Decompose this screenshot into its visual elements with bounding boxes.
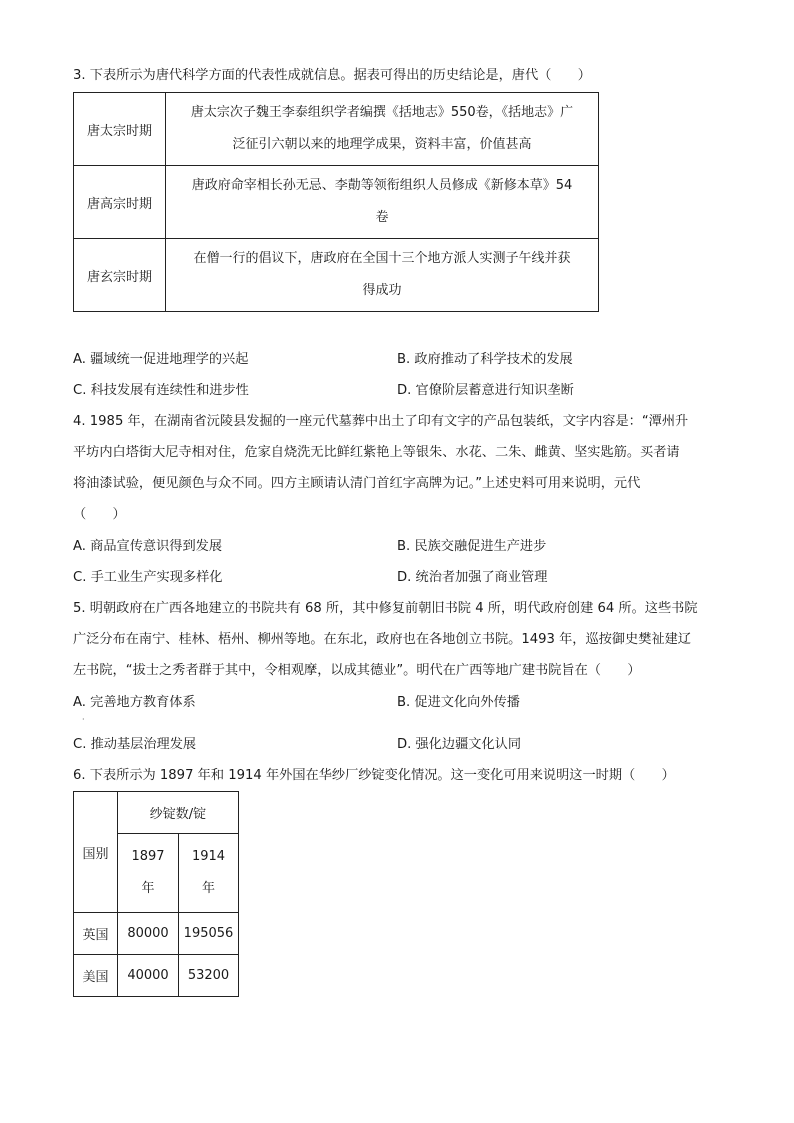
q5-option-a[interactable]: A. 完善地方教育体系 [73, 695, 196, 710]
q3-achievement-cell [166, 166, 599, 239]
table-row [74, 239, 599, 312]
q3-period-cell: 唐玄宗时期 [74, 239, 166, 312]
q3-period-cell: 唐高宗时期 [74, 166, 166, 239]
q6-year-number: 1914 [191, 849, 226, 864]
q6-value-cell: 80000 [118, 913, 179, 955]
q6-year-header [179, 834, 239, 913]
q6-value-cell: 40000 [118, 955, 179, 997]
q3-option-c[interactable]: C. 科技发展有连续性和进步性 [73, 383, 249, 398]
q6-country-header: 国别 [74, 792, 118, 913]
q3-option-b[interactable]: B. 政府推动了科学技术的发展 [397, 352, 573, 367]
q3-achievement-line: 唐太宗次子魏王李泰组织学者编撰《括地志》550卷，《括地志》广 [190, 105, 574, 120]
q3-period-cell: 唐太宗时期 [74, 93, 166, 166]
q3-achievement-cell [166, 239, 599, 312]
q6-year-number: 1897 [131, 849, 165, 864]
q3-stem: 3. 下表所示为唐代科学方面的代表性成就信息。据表可得出的历史结论是，唐代（ ） [73, 68, 591, 83]
q4-option-c[interactable]: C. 手工业生产实现多样化 [73, 570, 223, 585]
q5-option-d[interactable]: D. 强化边疆文化认同 [397, 737, 522, 752]
q3-option-d[interactable]: D. 官僚阶层蓄意进行知识垄断 [397, 383, 574, 398]
table-row [74, 792, 239, 834]
q4-stem-line: 4. 1985 年，在湖南省沅陵县发掘的一座元代墓葬中出土了印有文字的产品包装纸，文字内容是：“潭州升 [73, 414, 689, 429]
q6-country-cell: 美国 [74, 955, 118, 997]
q3-achievement-line: 在僧一行的倡议下，唐政府在全国十三个地方派人实测子午线并获 [193, 251, 571, 266]
q3-achievement-line: 得成功 [362, 283, 402, 298]
q3-achievement-line: 泛征引六朝以来的地理学成果，资料丰富，价值甚高 [232, 137, 532, 152]
table-row [74, 913, 239, 955]
table-row [74, 166, 599, 239]
q5-stem-line: 广泛分布在南宁、桂林、梧州、柳州等地。在东北，政府也在各地创立书院。1493 年，巡按御史樊祉建辽 [73, 632, 691, 647]
q6-year-unit: 年 [201, 881, 215, 896]
q4-stem-line: （ ） [73, 507, 126, 522]
q6-spindles-header: 纱锭数/锭 [118, 792, 239, 834]
q6-year-unit: 年 [141, 881, 155, 896]
q6-stem: 6. 下表所示为 1897 年和 1914 年外国在华纱厂纱锭变化情况。这一变化可用来说明这一时期（ ） [73, 768, 675, 783]
q3-achievement-line: 卷 [375, 210, 389, 225]
q4-option-a[interactable]: A. 商品宣传意识得到发展 [73, 539, 223, 554]
q5-option-c[interactable]: C. 推动基层治理发展 [73, 737, 197, 752]
q3-achievement-line: 唐政府命宰相长孙无忌、李勣等领衔组织人员修成《新修本草》54 [191, 178, 573, 193]
q6-table [73, 791, 239, 997]
q3-table [73, 92, 599, 312]
q3-option-a[interactable]: A. 疆域统一促进地理学的兴起 [73, 352, 249, 367]
q3-achievement-cell [166, 93, 599, 166]
q6-value-cell: 53200 [179, 955, 239, 997]
q5-stem-line: 5. 明朝政府在广西各地建立的书院共有 68 所，其中修复前朝旧书院 4 所，明代政府创建 64 所。这些书院 [73, 601, 698, 616]
table-row [74, 955, 239, 997]
q6-value-cell: 195056 [179, 913, 239, 955]
table-row [74, 93, 599, 166]
q5-option-b[interactable]: B. 促进文化向外传播 [397, 695, 520, 710]
q4-option-d[interactable]: D. 统治者加强了商业管理 [397, 570, 548, 585]
q5-stem-line: 左书院，“拔士之秀者群于其中，令相观摩，以成其德业”。明代在广西等地广建书院旨在（ ） [73, 663, 641, 678]
stray-dot: · [82, 715, 85, 724]
q4-option-b[interactable]: B. 民族交融促进生产进步 [397, 539, 547, 554]
q4-stem-line: 平坊内白塔街大尼寺相对住，危家自烧洗无比鲜红紫艳上等银朱、水花、二朱、雌黄、坚实匙筋。买者请 [73, 445, 680, 460]
q4-stem-line: 将油漆试验，便见颜色与众不同。四方主顾请认清门首红字高牌为记。”上述史料可用来说明，元代 [73, 476, 641, 491]
q6-year-header [118, 834, 179, 913]
q6-country-cell: 英国 [74, 913, 118, 955]
